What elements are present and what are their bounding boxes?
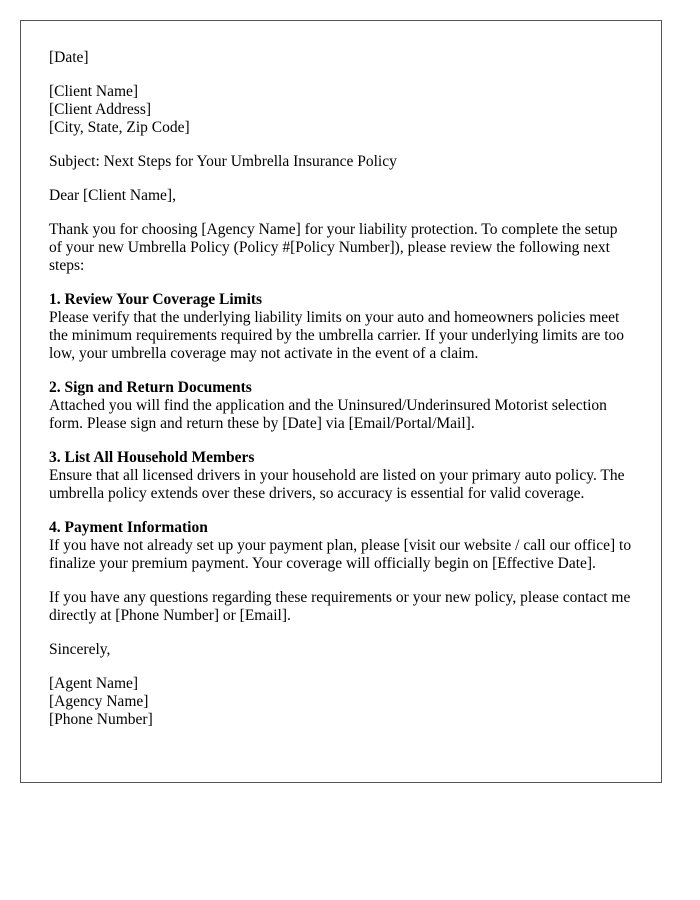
- subject-block: [49, 153, 633, 171]
- salutation-block: [49, 187, 633, 205]
- letter-date: [Date]: [49, 49, 89, 66]
- intro-block: [49, 221, 633, 275]
- step-section-household-members: [49, 449, 633, 503]
- letter-salutation: Dear [Client Name],: [49, 187, 176, 204]
- closing-paragraph: If you have any questions regarding these requirements or your new policy, please contact me directly at [Phone Number] or [Email].: [49, 589, 631, 624]
- recipient-name: [Client Name]: [49, 83, 139, 100]
- agency-name: [Agency Name]: [49, 693, 149, 710]
- step-section-sign-documents: [49, 379, 633, 433]
- letter-page: [20, 20, 662, 783]
- recipient-address-block: [49, 83, 633, 137]
- step-section-payment-information: [49, 519, 633, 573]
- step-section-coverage-limits: [49, 291, 633, 363]
- recipient-city-state-zip: [City, State, Zip Code]: [49, 119, 190, 136]
- letter-signoff: Sincerely,: [49, 641, 111, 658]
- signoff-block: [49, 641, 633, 659]
- recipient-address: [Client Address]: [49, 101, 152, 118]
- step-title: 3. List All Household Members: [49, 449, 255, 466]
- step-body: If you have not already set up your payment plan, please [visit our website / call our office] to finalize your premium payment. Your coverage will officially begin on [Effective Date].: [49, 537, 632, 572]
- step-body: Attached you will find the application and the Uninsured/Underinsured Motorist selection form. Please sign and return these by [Date] via [Email/Portal/Mail].: [49, 397, 607, 432]
- letter-date-block: [49, 49, 633, 67]
- step-body: Please verify that the underlying liability limits on your auto and homeowners policies meet the minimum requirements required by the umbrella carrier. If your underlying limits are too low, your umbrella coverage may not activate in the event of a claim.: [49, 309, 625, 362]
- step-title: 2. Sign and Return Documents: [49, 379, 252, 396]
- closing-paragraph-block: [49, 589, 633, 625]
- step-body: Ensure that all licensed drivers in your household are listed on your primary auto policy. The umbrella policy extends over these drivers, so accuracy is essential for valid coverage.: [49, 467, 625, 502]
- letter-subject: Subject: Next Steps for Your Umbrella Insurance Policy: [49, 153, 397, 170]
- signature-block: [49, 675, 633, 729]
- letter-intro: Thank you for choosing [Agency Name] for your liability protection. To complete the setup of your new Umbrella Policy (Policy #[Policy Number]), please review the following next steps:: [49, 221, 618, 274]
- step-title: 4. Payment Information: [49, 519, 208, 536]
- agent-name: [Agent Name]: [49, 675, 139, 692]
- agent-phone: [Phone Number]: [49, 711, 153, 728]
- step-title: 1. Review Your Coverage Limits: [49, 291, 263, 308]
